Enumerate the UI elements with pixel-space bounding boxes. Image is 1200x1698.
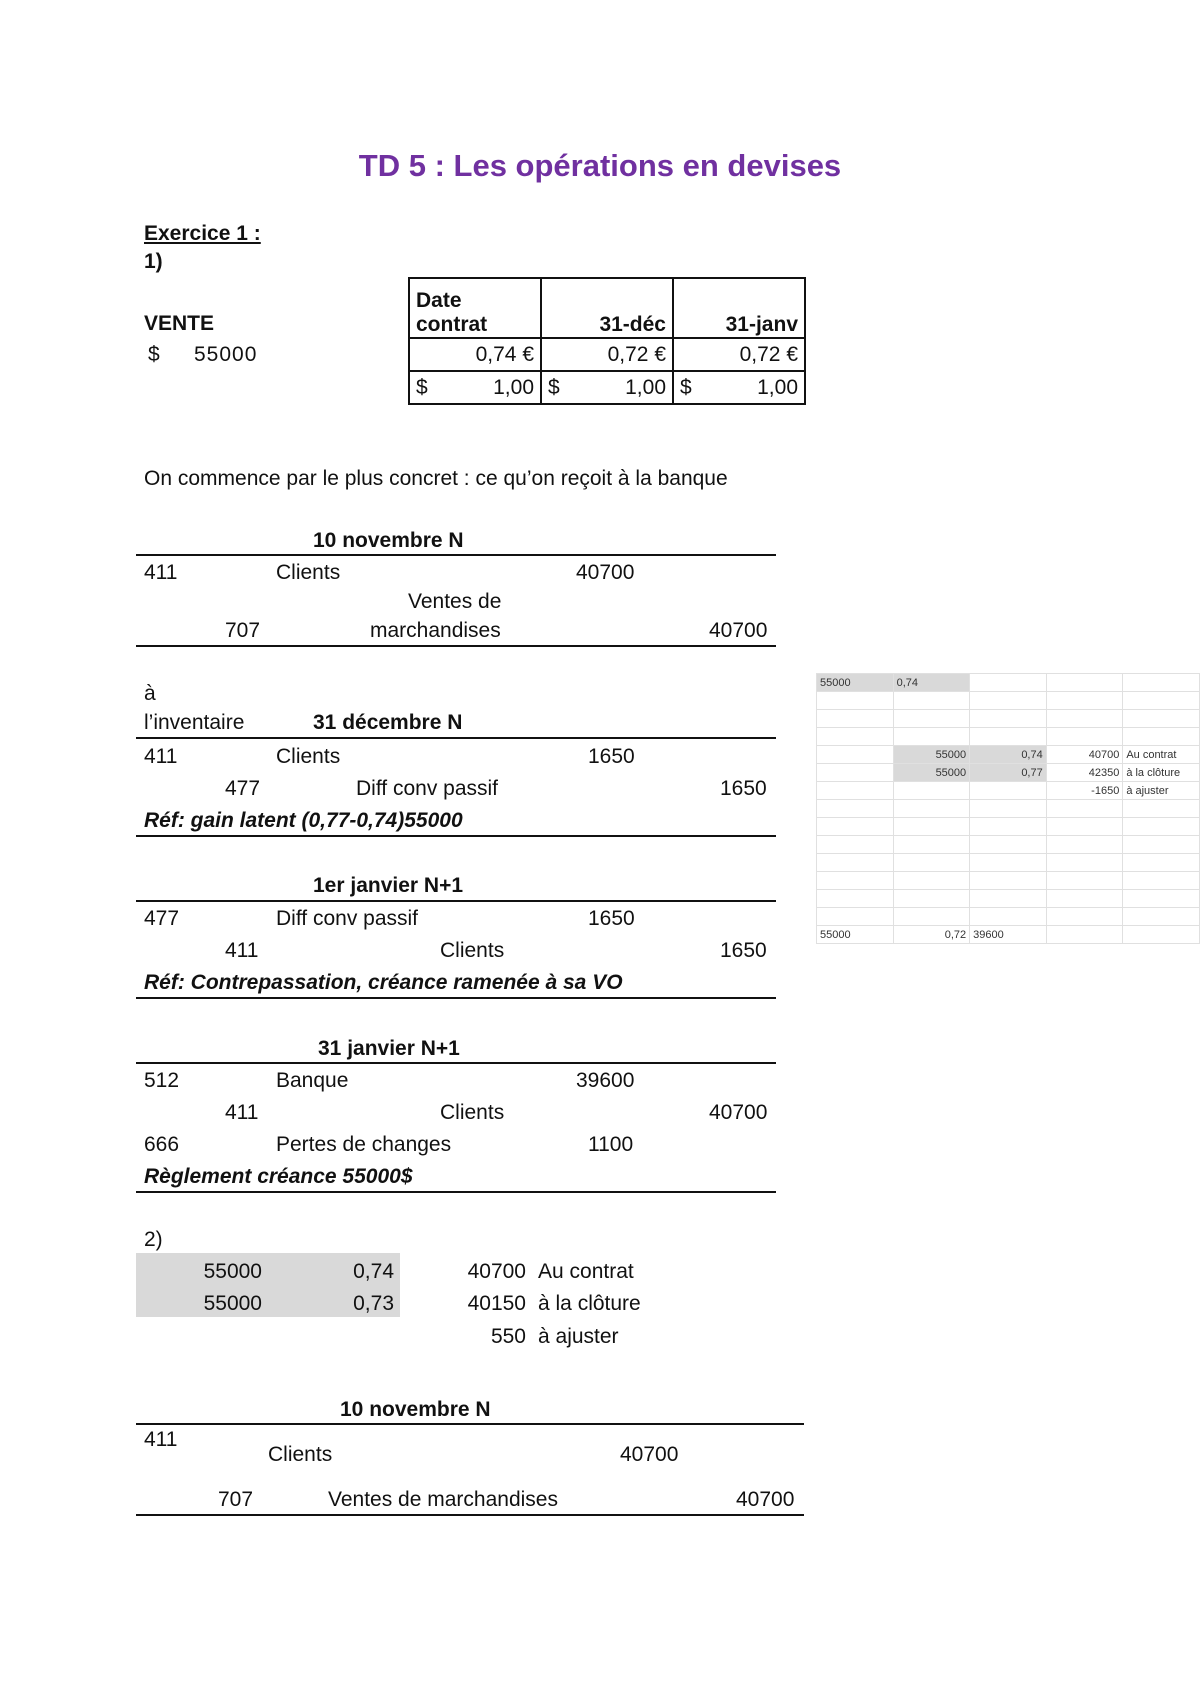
entry2-debit: 1650	[588, 745, 635, 768]
sheet-cell	[893, 890, 970, 908]
entry3-top-rule	[136, 900, 776, 902]
part2-value-1: 40700	[467, 1260, 526, 1283]
sheet-cell	[1046, 818, 1123, 836]
entry2-label-2: Diff conv passif	[356, 777, 499, 800]
entry2-credit: 1650	[720, 777, 767, 800]
entry3-label-1: Diff conv passif	[276, 907, 419, 930]
part2-desc-1: Au contrat	[538, 1260, 634, 1283]
sheet-cell: -1650	[1046, 782, 1123, 800]
part2-amount-2: 55000	[203, 1292, 262, 1315]
entry1-date: 10 novembre N	[313, 529, 464, 552]
entry2-label-1: Clients	[276, 745, 341, 768]
sheet-cell	[1046, 692, 1123, 710]
sheet-cell	[893, 710, 970, 728]
sheet-cell	[970, 836, 1047, 854]
entry1-label-2b: marchandises	[370, 619, 501, 642]
part2-value-3: 550	[490, 1325, 526, 1348]
sheet-cell	[1046, 926, 1123, 944]
usd-symbol: $	[548, 375, 560, 399]
entry3-label-2: Clients	[440, 939, 505, 962]
rate-usd-jan	[673, 371, 805, 404]
entry3-note: Réf: Contrepassation, créance ramenée à sa VO	[144, 971, 623, 994]
entry2-date: 31 décembre N	[313, 711, 463, 734]
rate-header-jan: 31-janv	[673, 278, 805, 338]
sheet-cell	[817, 728, 894, 746]
entry3-bottom-rule	[136, 997, 776, 999]
rate-table	[408, 277, 806, 405]
sheet-cell	[1046, 908, 1123, 926]
vente-currency: $	[148, 343, 160, 366]
sheet-cell: 55000	[817, 674, 894, 692]
sheet-cell	[1123, 872, 1200, 890]
intro-text: On commence par le plus concret : ce qu’on reçoit à la banque	[144, 467, 728, 490]
entry4-credit: 40700	[709, 1101, 768, 1124]
sheet-cell	[893, 800, 970, 818]
part2-rate-1: 0,74	[353, 1260, 394, 1283]
sheet-cell: 0,72	[893, 926, 970, 944]
sheet-cell	[1123, 890, 1200, 908]
rate-header-contract	[409, 278, 541, 338]
sheet-cell	[970, 818, 1047, 836]
entry1-label-2a: Ventes de	[408, 590, 502, 613]
entry5-date: 10 novembre N	[340, 1398, 491, 1421]
sheet-cell	[970, 908, 1047, 926]
entry5-credit: 40700	[736, 1488, 795, 1511]
sheet-cell	[817, 890, 894, 908]
entry2-prefix-a: à	[144, 682, 156, 705]
page-title: TD 5 : Les opérations en devises	[358, 148, 842, 183]
entry4-account-3: 666	[144, 1133, 180, 1156]
entry2-account-1: 411	[144, 745, 178, 768]
sheet-cell	[1046, 800, 1123, 818]
sheet-cell	[817, 746, 894, 764]
sheet-cell	[817, 692, 894, 710]
sheet-cell	[1123, 854, 1200, 872]
sheet-cell	[893, 782, 970, 800]
sheet-cell: 42350	[1046, 764, 1123, 782]
entry5-debit: 40700	[620, 1443, 679, 1466]
sheet-cell	[1123, 674, 1200, 692]
usd-value: 1,00	[493, 375, 534, 399]
sheet-cell	[1046, 728, 1123, 746]
sheet-cell	[970, 782, 1047, 800]
sheet-cell	[893, 692, 970, 710]
spreadsheet-thumbnail	[816, 673, 1200, 944]
rate-header-contract-text: Date contrat	[416, 289, 488, 336]
sheet-cell	[817, 710, 894, 728]
sheet-cell	[893, 854, 970, 872]
entry5-bottom-rule	[136, 1514, 804, 1516]
entry3-account-1: 477	[144, 907, 180, 930]
sheet-cell	[970, 692, 1047, 710]
sheet-cell	[1046, 854, 1123, 872]
sheet-cell: 0,74	[970, 746, 1047, 764]
sheet-cell	[1123, 692, 1200, 710]
usd-symbol: $	[680, 375, 692, 399]
sheet-cell	[817, 764, 894, 782]
entry1-debit: 40700	[576, 561, 635, 584]
part2-desc-2: à la clôture	[538, 1292, 641, 1315]
entry5-account-1: 411	[144, 1428, 178, 1451]
entry3-debit: 1650	[588, 907, 635, 930]
sheet-cell: 39600	[970, 926, 1047, 944]
sheet-cell	[1123, 818, 1200, 836]
sheet-cell: 0,74	[893, 674, 970, 692]
sheet-cell	[817, 854, 894, 872]
sheet-cell	[1123, 710, 1200, 728]
entry5-account-2: 707	[218, 1488, 254, 1511]
rate-usd-contract	[409, 371, 541, 404]
sheet-cell	[970, 854, 1047, 872]
entry2-bottom-rule	[136, 835, 776, 837]
sheet-cell	[893, 818, 970, 836]
entry5-top-rule	[136, 1423, 804, 1425]
sheet-cell	[1123, 908, 1200, 926]
entry4-note: Règlement créance 55000$	[144, 1165, 413, 1188]
rate-eur-contract: 0,74 €	[409, 338, 541, 371]
sheet-cell	[817, 908, 894, 926]
entry3-account-2: 411	[225, 939, 259, 962]
rate-usd-dec	[541, 371, 673, 404]
sheet-cell: 55000	[817, 926, 894, 944]
sheet-cell	[970, 674, 1047, 692]
entry2-prefix-b: l’inventaire	[144, 711, 245, 734]
vente-amount: 55000	[194, 343, 258, 366]
sheet-cell: 55000	[893, 764, 970, 782]
entry4-account-1: 512	[144, 1069, 180, 1092]
part2-rate-2: 0,73	[353, 1292, 394, 1315]
entry4-date: 31 janvier N+1	[318, 1037, 460, 1060]
entry5-label-1: Clients	[268, 1443, 333, 1466]
sheet-cell	[1046, 890, 1123, 908]
entry4-label-3: Pertes de changes	[276, 1133, 452, 1156]
entry3-date: 1er janvier N+1	[313, 874, 464, 897]
entry4-bottom-rule	[136, 1191, 776, 1193]
sheet-cell	[1123, 926, 1200, 944]
sheet-cell	[1123, 728, 1200, 746]
sheet-cell	[893, 728, 970, 746]
sheet-cell: à la clôture	[1123, 764, 1200, 782]
entry1-bottom-rule	[136, 645, 776, 647]
sheet-cell	[893, 836, 970, 854]
part1-label: 1)	[144, 250, 163, 273]
entry4-label-1: Banque	[276, 1069, 349, 1092]
entry1-label-1: Clients	[276, 561, 341, 584]
sheet-cell	[817, 836, 894, 854]
entry2-note: Réf: gain latent (0,77-0,74)55000	[144, 809, 463, 832]
sheet-cell	[970, 872, 1047, 890]
sheet-cell	[1046, 872, 1123, 890]
sheet-cell	[893, 908, 970, 926]
sheet-cell: à ajuster	[1123, 782, 1200, 800]
sheet-cell	[970, 710, 1047, 728]
sheet-cell	[1123, 836, 1200, 854]
sheet-cell: Au contrat	[1123, 746, 1200, 764]
entry4-debit-1: 39600	[576, 1069, 635, 1092]
part2-label: 2)	[144, 1228, 163, 1251]
sheet-cell	[817, 872, 894, 890]
sheet-cell	[1046, 836, 1123, 854]
entry1-account-2: 707	[225, 619, 261, 642]
sheet-cell	[1046, 674, 1123, 692]
rate-eur-dec: 0,72 €	[541, 338, 673, 371]
sheet-cell: 55000	[893, 746, 970, 764]
vente-label: VENTE	[144, 312, 215, 335]
part2-value-2: 40150	[467, 1292, 526, 1315]
part2-desc-3: à ajuster	[538, 1325, 619, 1348]
entry4-top-rule	[136, 1062, 776, 1064]
entry1-credit: 40700	[709, 619, 768, 642]
sheet-cell	[970, 890, 1047, 908]
entry3-credit: 1650	[720, 939, 767, 962]
usd-symbol: $	[416, 375, 428, 399]
exercise-heading: Exercice 1 :	[144, 222, 261, 245]
usd-value: 1,00	[757, 375, 798, 399]
part2-amount-1: 55000	[203, 1260, 262, 1283]
sheet-cell	[1123, 800, 1200, 818]
entry5-label-2: Ventes de marchandises	[328, 1488, 558, 1511]
entry2-account-2: 477	[225, 777, 261, 800]
sheet-cell: 40700	[1046, 746, 1123, 764]
sheet-cell	[817, 818, 894, 836]
sheet-cell	[970, 728, 1047, 746]
sheet-cell: 0,77	[970, 764, 1047, 782]
sheet-cell	[817, 800, 894, 818]
sheet-cell	[1046, 710, 1123, 728]
usd-value: 1,00	[625, 375, 666, 399]
entry2-top-rule	[136, 737, 776, 739]
sheet-cell	[817, 782, 894, 800]
entry4-label-2: Clients	[440, 1101, 505, 1124]
entry4-debit-3: 1100	[588, 1133, 634, 1156]
entry1-top-rule	[136, 554, 776, 556]
entry4-account-2: 411	[225, 1101, 259, 1124]
sheet-cell	[893, 872, 970, 890]
entry1-account-1: 411	[144, 561, 178, 584]
rate-eur-jan: 0,72 €	[673, 338, 805, 371]
sheet-cell	[970, 800, 1047, 818]
rate-header-dec: 31-déc	[541, 278, 673, 338]
